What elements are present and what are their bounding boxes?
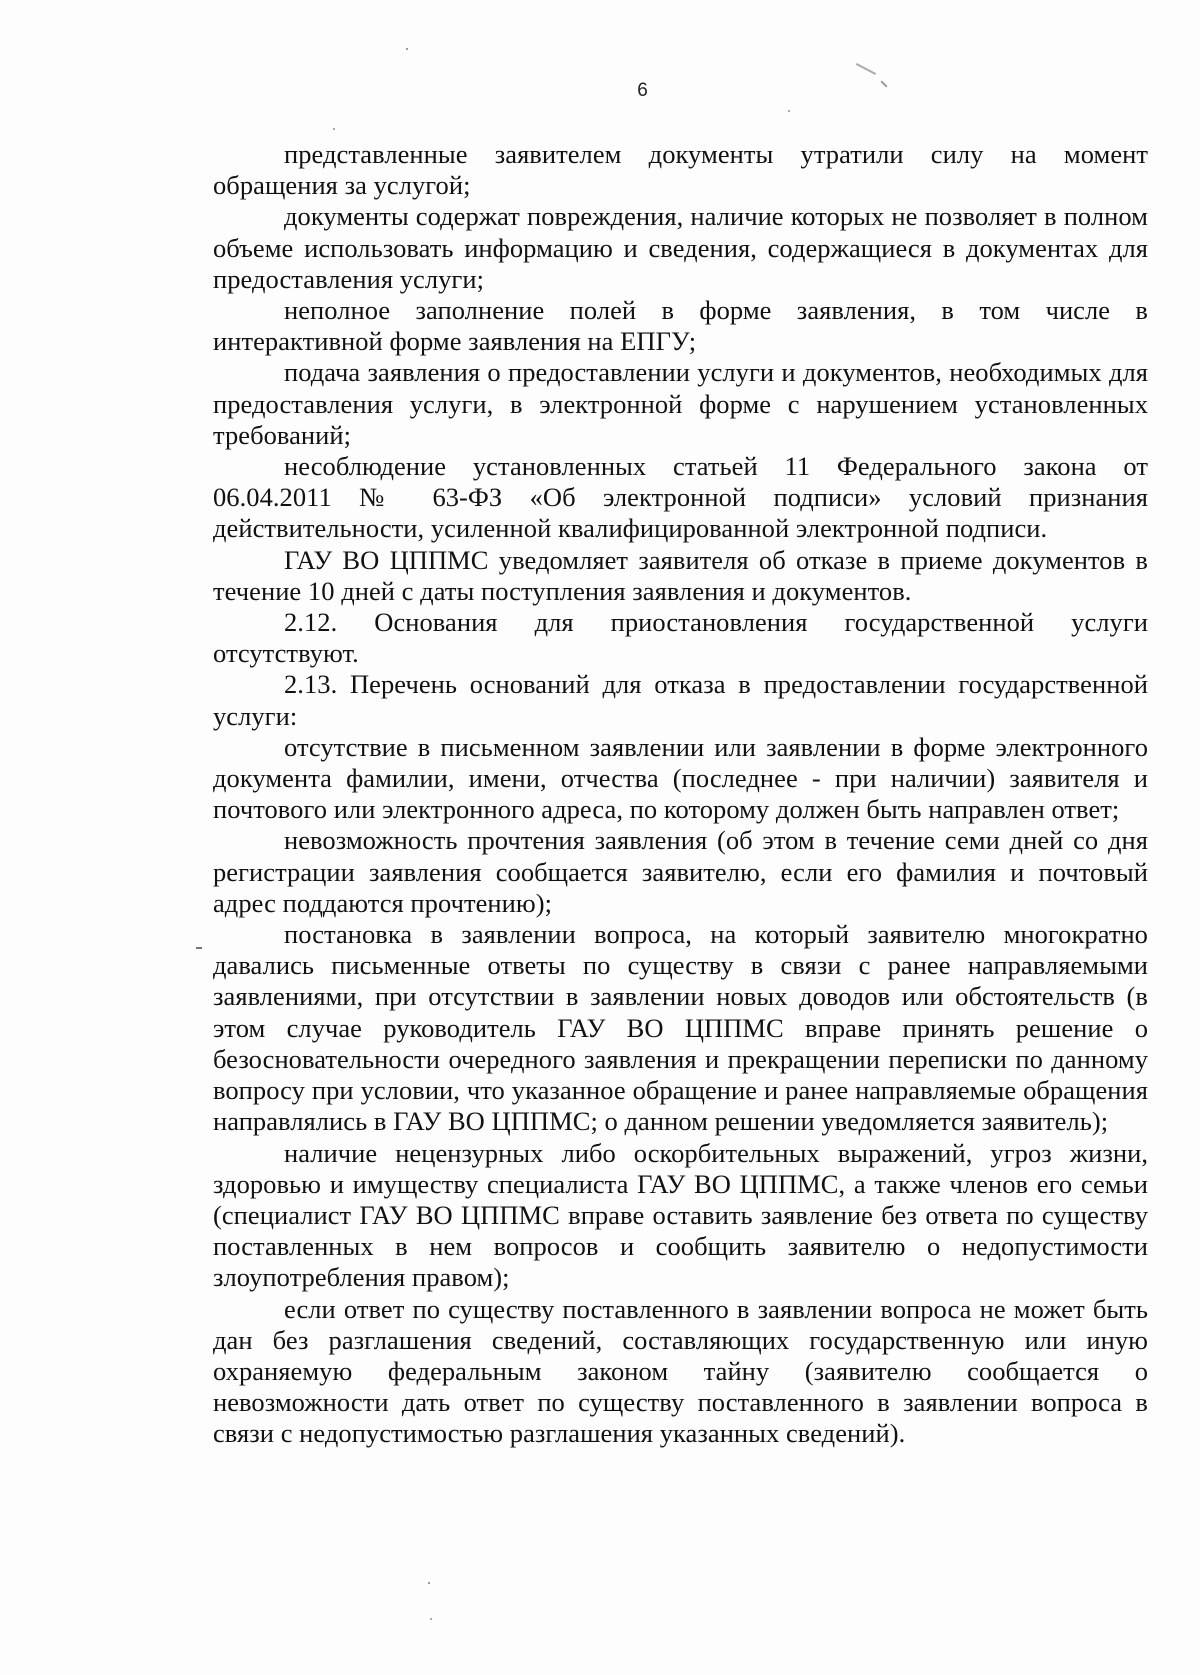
paragraph: если ответ по существу поставленного в заявлении вопроса не может быть дан без разглашения сведений, составляющих государственную или иную охраняемую федеральным законом тайну (заявителю сообщается о невозможности дать ответ по существу поставленного в заявлении вопроса в связи с недопустимостью разглашения указанных сведений). bbox=[213, 1293, 1148, 1449]
scan-speck bbox=[430, 1618, 432, 1620]
scan-speck bbox=[788, 110, 790, 112]
scan-speck bbox=[333, 128, 335, 130]
page-number: 6 bbox=[637, 80, 648, 101]
paragraph: ГАУ ВО ЦППМС уведомляет заявителя об отказе в приеме документов в течение 10 дней с даты поступления заявления и документов. bbox=[213, 544, 1148, 606]
document-body bbox=[213, 139, 1148, 1450]
paragraph: наличие нецензурных либо оскорбительных выражений, угроз жизни, здоровью и имуществу специалиста ГАУ ВО ЦППМС, а также членов его семьи (специалист ГАУ ВО ЦППМС вправе оставить заявление без ответа по существу поставленных в нем вопросов и сообщить заявителю о недопустимости злоупотребления правом); bbox=[213, 1137, 1148, 1293]
paragraph: подача заявления о предоставлении услуги и документов, необходимых для предоставления услуги, в электронной форме с нарушением установленных требований; bbox=[213, 357, 1148, 450]
paragraph: несоблюдение установленных статьей 11 Федерального закона от 06.04.2011 № 63-ФЗ «Об электронной подписи» условий признания действительности, усиленной квалифицированной электронной подписи. bbox=[213, 451, 1148, 544]
scan-speck bbox=[406, 48, 408, 50]
paragraph: неполное заполнение полей в форме заявления, в том числе в интерактивной форме заявления на ЕПГУ; bbox=[213, 295, 1148, 357]
scan-speck bbox=[856, 63, 876, 75]
paragraph: отсутствие в письменном заявлении или заявлении в форме электронного документа фамилии, имени, отчества (последнее - при наличии) заявителя и почтового или электронного адреса, по которому должен быть направлен ответ; bbox=[213, 731, 1148, 825]
paragraph: постановка в заявлении вопроса, на который заявителю многократно давались письменные ответы по существу в связи с ранее направляемыми заявлениями, при отсутствии в заявлении новых доводов или обстоятельств (в этом случае руководитель ГАУ ВО ЦППМС вправе принять решение о безосновательности очередного заявления и прекращении переписки по данному вопросу при условии, что указанное обращение и ранее направляемые обращения направлялись в ГАУ ВО ЦППМС; о данном решении уведомляется заявитель); bbox=[213, 919, 1148, 1137]
scan-speck bbox=[196, 947, 202, 949]
paragraph: документы содержат повреждения, наличие которых не позволяет в полном объеме использовать информацию и сведения, содержащиеся в документах для предоставления услуги; bbox=[213, 201, 1148, 294]
section-2-13-heading: 2.13. Перечень оснований для отказа в предоставлении государственной услуги: bbox=[213, 669, 1148, 731]
scan-speck bbox=[428, 1582, 430, 1584]
paragraph: представленные заявителем документы утратили силу на момент обращения за услугой; bbox=[213, 139, 1148, 201]
section-2-12-paragraph: 2.12. Основания для приостановления государственной услуги отсутствуют. bbox=[213, 607, 1148, 669]
paragraph: невозможность прочтения заявления (об этом в течение семи дней со дня регистрации заявления сообщается заявителю, если его фамилия и почтовый адрес поддаются прочтению); bbox=[213, 825, 1148, 918]
